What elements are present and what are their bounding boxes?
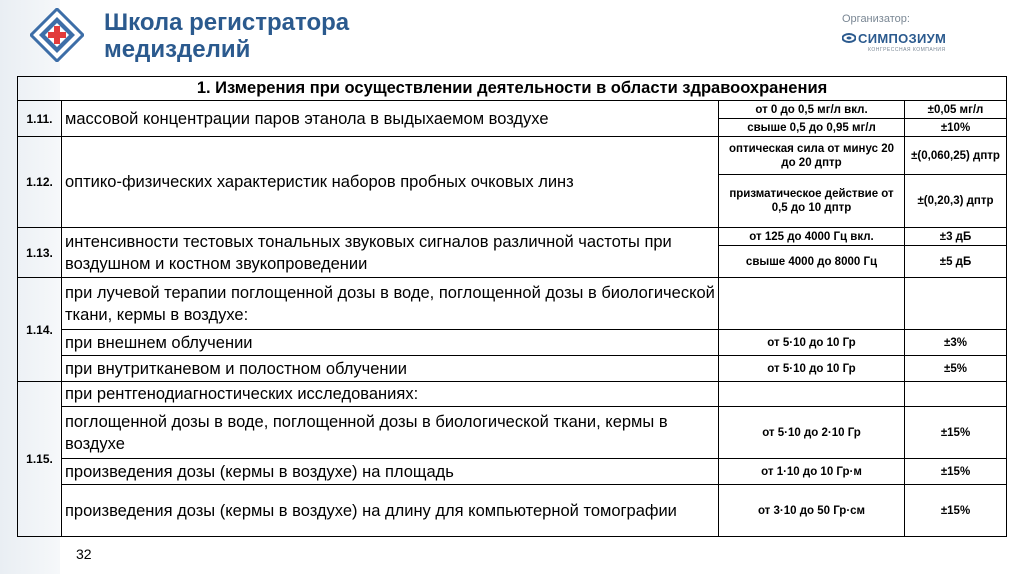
row-number: 1.14.: [18, 278, 62, 382]
range-cell: от 0 до 0,5 мг/л вкл.: [719, 101, 905, 119]
error-cell: ±10%: [905, 119, 1007, 137]
range-cell: от 5·10 до 10 Гр: [719, 356, 905, 382]
range-cell: [719, 278, 905, 330]
brand-title: [104, 9, 484, 63]
range-cell: оптическая сила от минус 20 до 20 дптр: [719, 137, 905, 175]
row-number: 1.11.: [18, 101, 62, 137]
brand-line-2: медизделий: [104, 36, 251, 63]
row-description: интенсивности тестовых тональных звуковых сигналов различной частоты при воздушном и костном звукопроведении: [62, 228, 719, 278]
table-row: [18, 228, 1007, 246]
range-cell: свыше 4000 до 8000 Гц: [719, 246, 905, 278]
table-row: [18, 356, 1007, 382]
row-number: 1.13.: [18, 228, 62, 278]
table-title: 1. Измерения при осуществлении деятельности в области здравоохранения: [18, 77, 1007, 101]
error-cell: ±0,05 мг/л: [905, 101, 1007, 119]
range-cell: от 5·10 до 2·10 Гр: [719, 407, 905, 459]
row-description: при рентгенодиагностических исследованиях:: [62, 382, 719, 407]
row-description: произведения дозы (кермы в воздухе) на длину для компьютерной томографии: [62, 485, 719, 537]
row-description: при лучевой терапии поглощенной дозы в воде, поглощенной дозы в биологической ткани, кермы в воздухе:: [62, 278, 719, 330]
error-cell: ±(0,20,3) дптр: [905, 175, 1007, 228]
table-row: [18, 382, 1007, 407]
error-cell: [905, 278, 1007, 330]
error-cell: ±15%: [905, 459, 1007, 485]
brand-line-1: Школа регистратора: [104, 9, 350, 36]
row-number: 1.12.: [18, 137, 62, 228]
table-row: [18, 485, 1007, 537]
error-cell: ±3 дБ: [905, 228, 1007, 246]
range-cell: от 1·10 до 10 Гр·м: [719, 459, 905, 485]
range-cell: от 125 до 4000 Гц вкл.: [719, 228, 905, 246]
table-row: [18, 459, 1007, 485]
row-description: произведения дозы (кермы в воздухе) на площадь: [62, 459, 719, 485]
school-logo-icon: [30, 8, 84, 62]
error-cell: ±5%: [905, 356, 1007, 382]
row-description: поглощенной дозы в воде, поглощенной дозы в биологической ткани, кермы в воздухе: [62, 407, 719, 459]
row-number: 1.15.: [18, 382, 62, 537]
error-cell: ±(0,060,25) дптр: [905, 137, 1007, 175]
range-cell: свыше 0,5 до 0,95 мг/л: [719, 119, 905, 137]
row-description: массовой концентрации паров этанола в выдыхаемом воздухе: [62, 101, 719, 137]
sponsor-name: СИМПОЗИУМ: [858, 31, 947, 46]
organizer-label: Организатор:: [842, 13, 910, 25]
table-row: [18, 137, 1007, 175]
table-row: [18, 101, 1007, 119]
sponsor-mark-icon: [842, 32, 856, 44]
range-cell: [719, 382, 905, 407]
error-cell: ±15%: [905, 407, 1007, 459]
sponsor-subtitle: КОНГРЕССНАЯ КОМПАНИЯ: [868, 47, 946, 53]
header: [0, 0, 1024, 72]
error-cell: ±15%: [905, 485, 1007, 537]
row-description: при внешнем облучении: [62, 330, 719, 356]
range-cell: призматическое действие от 0,5 до 10 дптр: [719, 175, 905, 228]
row-description: при внутритканевом и полостном облучении: [62, 356, 719, 382]
table-row: [18, 330, 1007, 356]
row-description: оптико-физических характеристик наборов пробных очковых линз: [62, 137, 719, 228]
table-row: [18, 278, 1007, 330]
range-cell: от 5·10 до 10 Гр: [719, 330, 905, 356]
table-title-row: [18, 77, 1007, 101]
measurements-table: [17, 76, 1007, 537]
error-cell: [905, 382, 1007, 407]
error-cell: ±3%: [905, 330, 1007, 356]
sponsor-logo: [842, 30, 992, 58]
table-row: [18, 407, 1007, 459]
range-cell: от 3·10 до 50 Гр·см: [719, 485, 905, 537]
error-cell: ±5 дБ: [905, 246, 1007, 278]
page-number: 32: [76, 546, 92, 562]
